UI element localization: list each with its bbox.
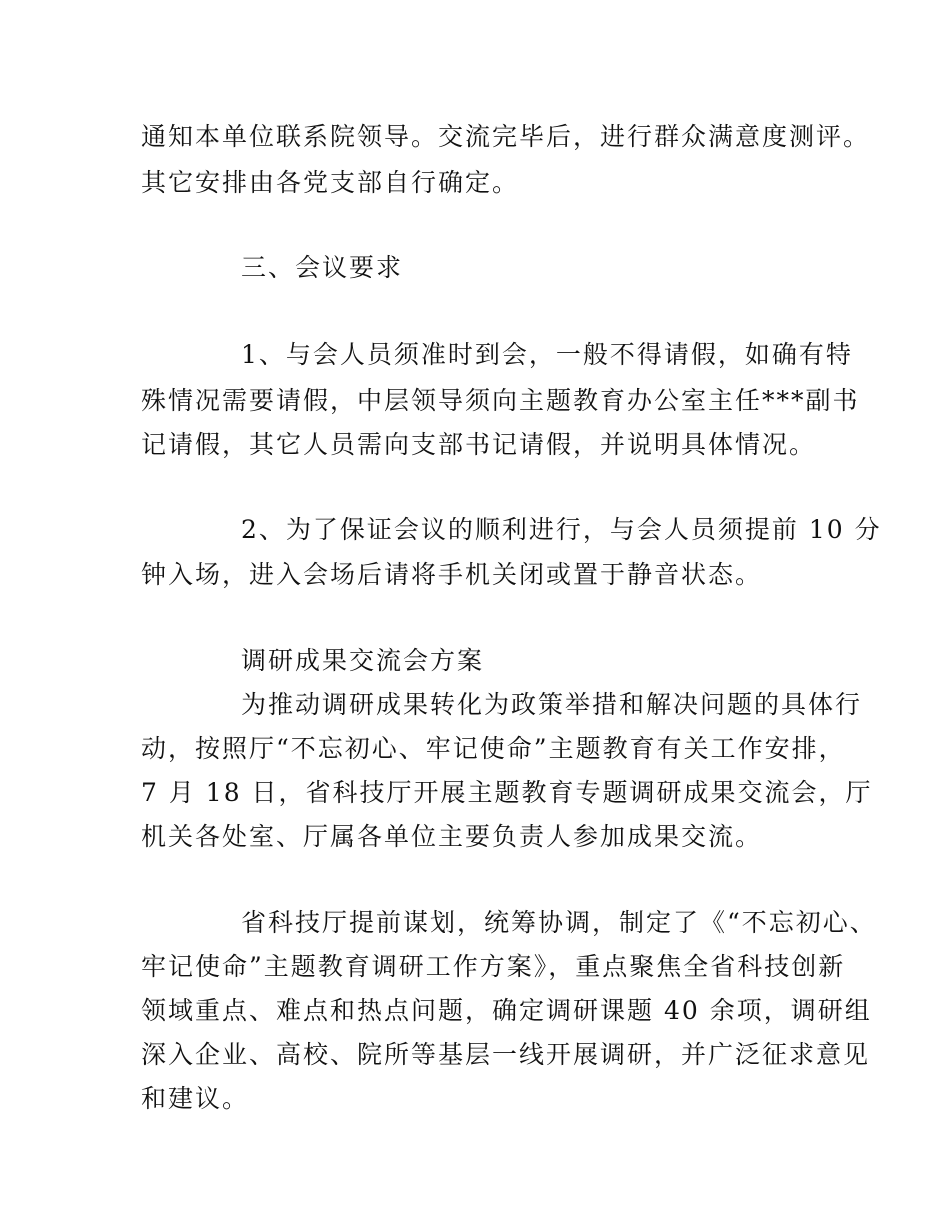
body-text-line: 1、与会人员须准时到会，一般不得请假，如确有特 — [241, 340, 853, 369]
body-text-line: 牢记使命”主题教育调研工作方案》，重点聚焦全省科技创新 — [141, 952, 846, 981]
body-text-line: 为推动调研成果转化为政策举措和解决问题的具体行 — [241, 690, 863, 719]
section-heading: 三、会议要求 — [241, 253, 404, 282]
body-text-line: 2、为了保证会议的顺利进行，与会人员须提前 10 分 — [241, 515, 882, 544]
body-text-line: 殊情况需要请假，中层领导须向主题教育办公室主任***副书 — [141, 386, 860, 415]
body-text-line: 钟入场，进入会场后请将手机关闭或置于静音状态。 — [141, 560, 763, 589]
body-text-line: 省科技厅提前谋划，统筹协调，制定了《“不忘初心、 — [241, 908, 877, 937]
body-text-line: 机关各处室、厅属各单位主要负责人参加成果交流。 — [141, 822, 763, 851]
body-text-line: 7 月 18 日，省科技厅开展主题教育专题调研成果交流会，厅 — [141, 778, 873, 807]
body-text-line: 领域重点、难点和热点问题，确定调研课题 40 余项，调研组 — [141, 996, 872, 1025]
subheading: 调研成果交流会方案 — [241, 646, 485, 675]
body-text-line: 动，按照厅“不忘初心、牢记使命”主题教育有关工作安排， — [141, 734, 846, 763]
body-text-line: 其它安排由各党支部自行确定。 — [141, 168, 520, 197]
body-text-line: 记请假，其它人员需向支部书记请假，并说明具体情况。 — [141, 430, 817, 459]
body-text-line: 和建议。 — [141, 1084, 250, 1113]
body-text-line: 通知本单位联系院领导。交流完毕后，进行群众满意度测评。 — [141, 122, 871, 151]
body-text-line: 深入企业、高校、院所等基层一线开展调研，并广泛征求意见 — [141, 1040, 871, 1069]
